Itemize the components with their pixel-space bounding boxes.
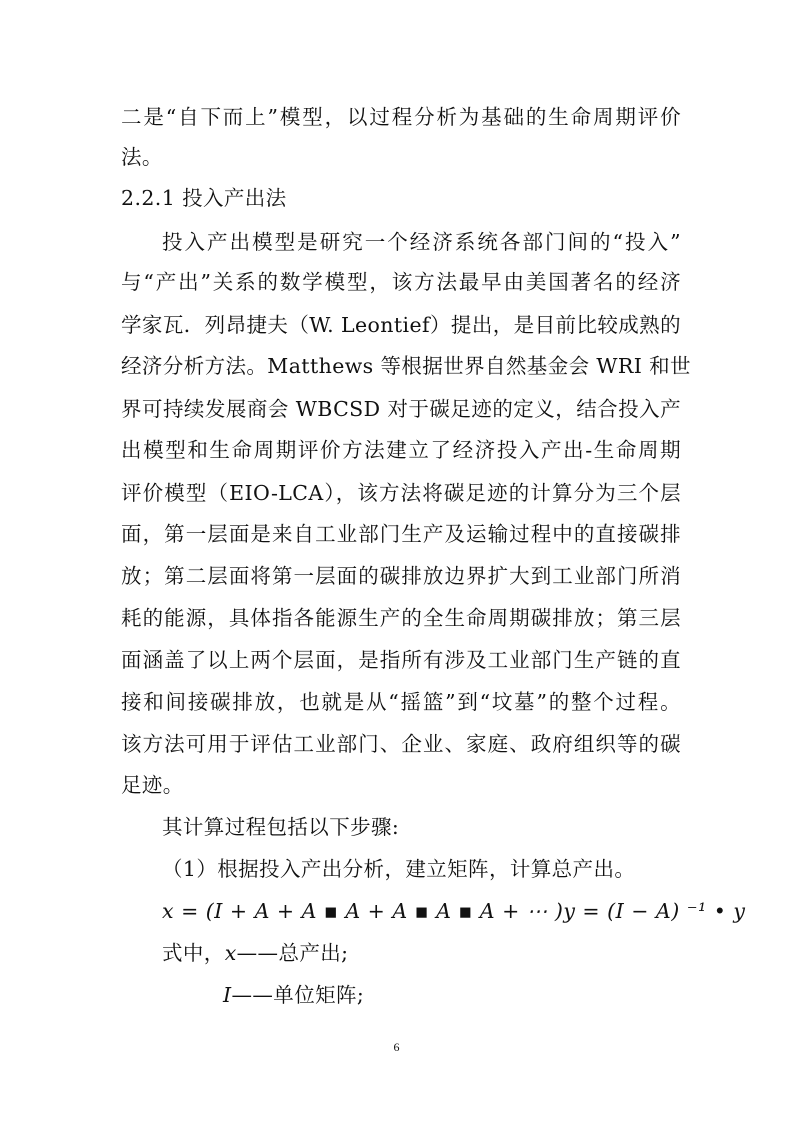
paragraph-line: 出模型和生命周期评价方法建立了经济投入产出-生命周期	[121, 438, 681, 462]
paragraph-line: 学家瓦．列昂捷夫（W. Leontief）提出，是目前比较成熟的	[121, 313, 681, 337]
paragraph-line: 足迹。	[121, 773, 184, 797]
section-heading: 2.2.1 投入产出法	[121, 186, 287, 210]
paragraph-line: 经济分析方法。Matthews 等根据世界自然基金会 WRI 和世	[121, 354, 691, 378]
step-line: （1）根据投入产出分析，建立矩阵，计算总产出。	[162, 857, 636, 881]
paragraph-line: 该方法可用于评估工业部门、企业、家庭、政府组织等的碳	[121, 732, 681, 756]
paragraph-line: 与“产出”关系的数学模型，该方法最早由美国著名的经济	[121, 270, 681, 294]
paragraph-line: 放；第二层面将第一层面的碳排放边界扩大到工业部门所消	[121, 564, 681, 588]
definition-line: 𝐼——单位矩阵;	[223, 983, 365, 1007]
page-number: 6	[393, 1040, 400, 1054]
paragraph-line: 耗的能源，具体指各能源生产的全生命周期碳排放；第三层	[121, 606, 681, 630]
paragraph-line: 面涵盖了以上两个层面，是指所有涉及工业部门生产链的直	[121, 648, 681, 672]
definition-line: 式中，𝑥——总产出;	[162, 941, 349, 965]
paragraph-line: 面，第一层面是来自工业部门生产及运输过程中的直接碳排	[121, 522, 681, 546]
paragraph-line: 界可持续发展商会 WBCSD 对于碳足迹的定义，结合投入产	[121, 397, 681, 421]
paragraph-line: 投入产出模型是研究一个经济系统各部门间的“投入”	[162, 230, 681, 254]
paragraph-line: 评价模型（EIO-LCA），该方法将碳足迹的计算分为三个层	[121, 481, 681, 505]
paragraph-line: 其计算过程包括以下步骤:	[162, 815, 400, 839]
equation: 𝑥 = (𝐼 + 𝐴 + 𝐴 ▪ 𝐴 + 𝐴 ▪ 𝐴 ▪ 𝐴 + ⋯ )𝑦 = (𝐼 − 𝐴) ⁻¹ • 𝑦	[162, 899, 746, 923]
paragraph-line: 法。	[121, 145, 163, 169]
paragraph-line: 二是“自下而上”模型，以过程分析为基础的生命周期评价	[121, 105, 681, 129]
paragraph-line: 接和间接碳排放，也就是从“摇篮”到“坟墓”的整个过程。	[121, 690, 681, 714]
